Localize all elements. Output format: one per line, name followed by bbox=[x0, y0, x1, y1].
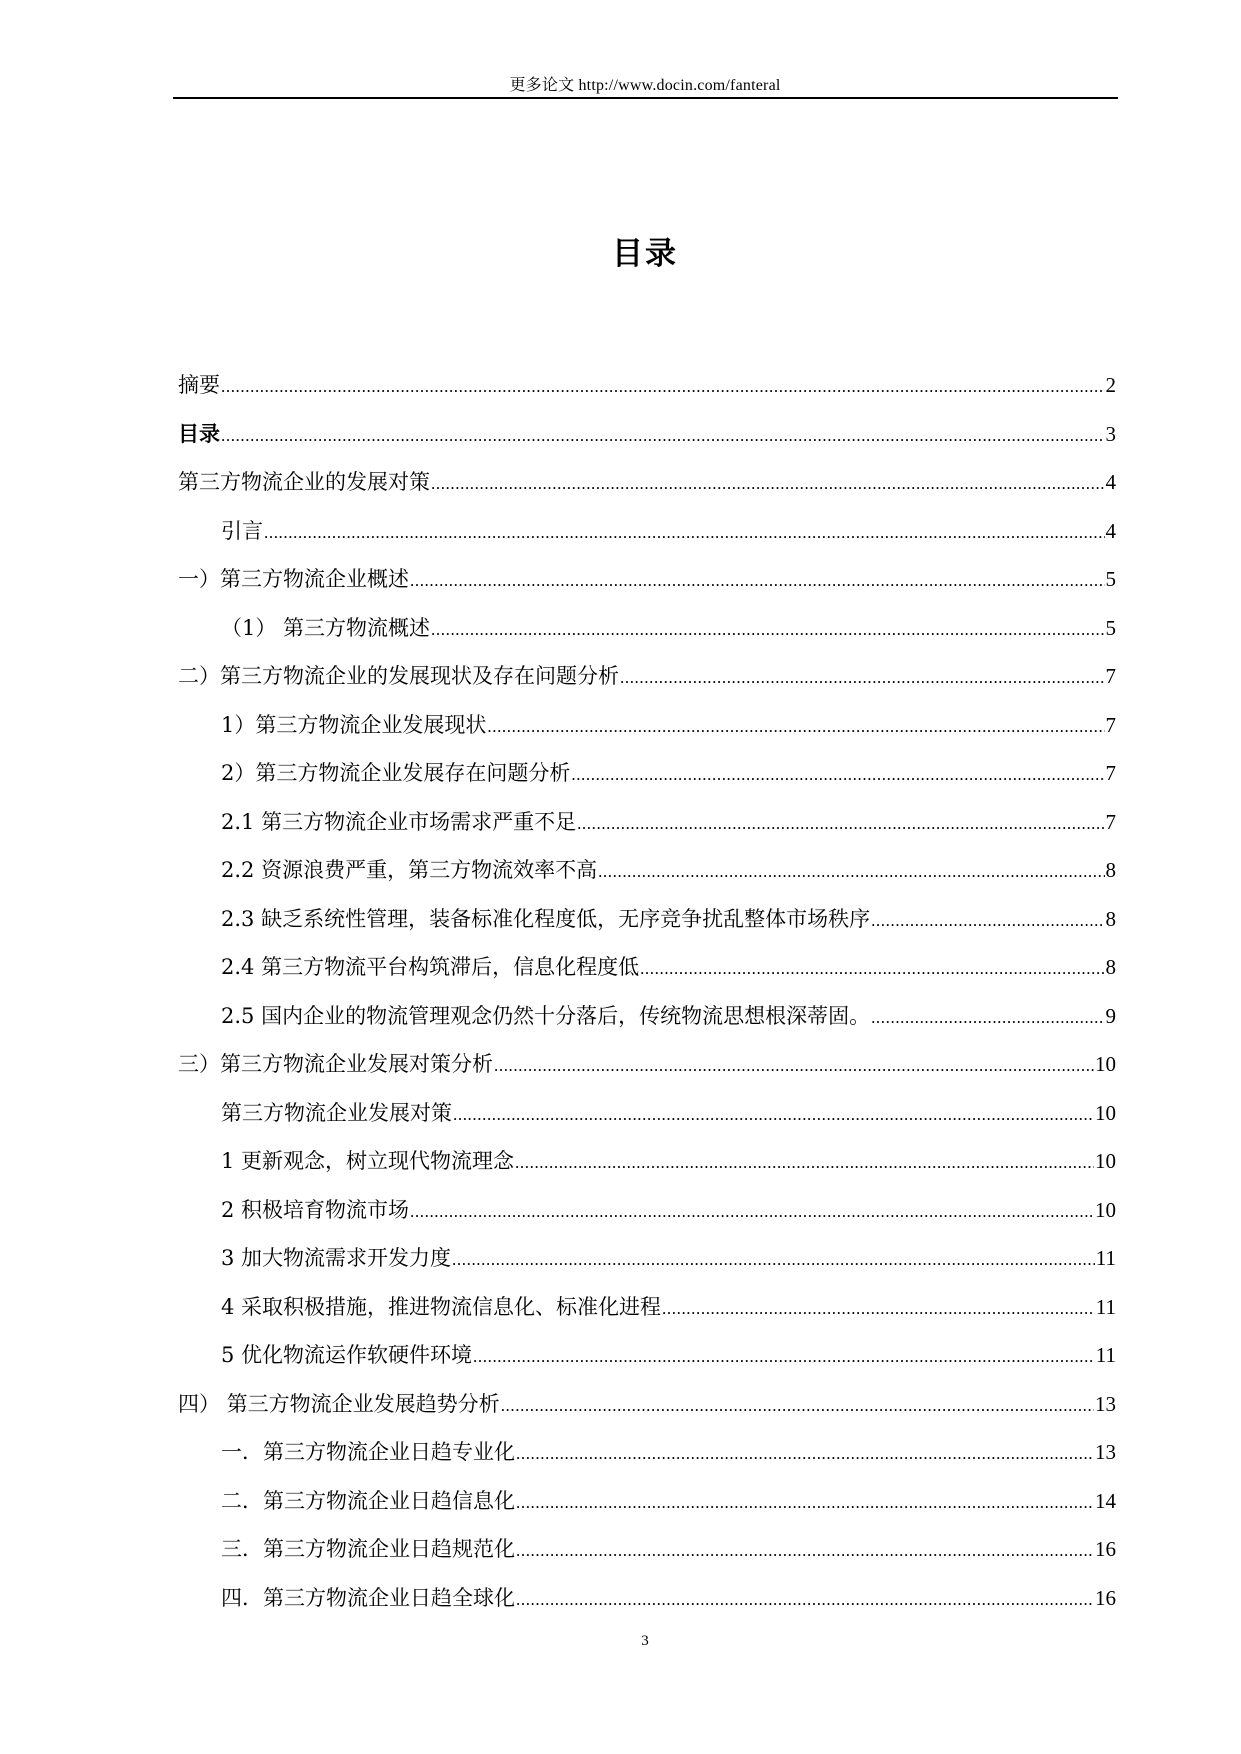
toc-leader-dots bbox=[515, 1148, 1094, 1178]
toc-entry-label: 摘要 bbox=[178, 373, 220, 397]
toc-entry[interactable] bbox=[221, 758, 1116, 788]
toc-leader-dots bbox=[598, 857, 1104, 887]
toc-entry[interactable] bbox=[221, 1534, 1116, 1564]
toc-entry[interactable] bbox=[221, 516, 1116, 546]
toc-entry-label: 1 更新观念，树立现代物流理念 bbox=[221, 1149, 515, 1173]
page-number: 3 bbox=[641, 1633, 649, 1649]
toc-entry-label: 一）第三方物流企业概述 bbox=[178, 567, 409, 591]
toc-leader-dots bbox=[871, 1003, 1104, 1033]
toc-leader-dots bbox=[501, 1391, 1094, 1421]
toc-entry-label: 5 优化物流运作软硬件环境 bbox=[221, 1343, 473, 1367]
toc-entry-page: 10 bbox=[1095, 1052, 1116, 1076]
toc-leader-dots bbox=[571, 760, 1104, 790]
toc-entry-label: 2.4 第三方物流平台构筑滞后，信息化程度低 bbox=[221, 955, 640, 979]
toc-entry[interactable] bbox=[221, 1340, 1116, 1370]
toc-entry[interactable] bbox=[221, 1195, 1116, 1225]
toc-entry-page: 10 bbox=[1095, 1149, 1116, 1173]
toc-entry-page: 7 bbox=[1105, 761, 1116, 785]
toc-entry-page: 4 bbox=[1105, 470, 1116, 494]
toc-leader-dots bbox=[221, 372, 1105, 402]
toc-leader-dots bbox=[516, 1439, 1094, 1469]
toc-entry[interactable] bbox=[178, 467, 1116, 497]
toc-entry-label: 2.1 第三方物流企业市场需求严重不足 bbox=[221, 809, 577, 834]
toc-entry-label: 2.5 国内企业的物流管理观念仍然十分落后，传统物流思想根深蒂固。 bbox=[221, 1003, 871, 1028]
toc-entry-page: 7 bbox=[1105, 809, 1116, 834]
toc-entry[interactable] bbox=[221, 904, 1116, 934]
toc-entry-page: 16 bbox=[1095, 1585, 1116, 1610]
toc-entry[interactable] bbox=[221, 1098, 1116, 1128]
toc-entry[interactable] bbox=[221, 1486, 1116, 1516]
toc-entry-label: 四．第三方物流企业日趋全球化 bbox=[221, 1585, 515, 1610]
toc-entry-page: 7 bbox=[1105, 664, 1116, 688]
toc-entry[interactable] bbox=[221, 710, 1116, 740]
toc-entry-page: 8 bbox=[1105, 955, 1116, 979]
toc-leader-dots bbox=[431, 469, 1105, 499]
toc-entry[interactable] bbox=[221, 1437, 1116, 1467]
toc-entry[interactable] bbox=[221, 1001, 1116, 1031]
toc-leader-dots bbox=[640, 954, 1104, 984]
toc-entry-label: （1） 第三方物流概述 bbox=[221, 615, 431, 640]
toc-entry-page: 13 bbox=[1095, 1391, 1116, 1416]
toc-leader-dots bbox=[221, 421, 1105, 451]
toc-entry-label: 二．第三方物流企业日趋信息化 bbox=[221, 1488, 515, 1513]
toc-entry[interactable] bbox=[221, 1583, 1116, 1613]
toc-entry[interactable] bbox=[221, 855, 1116, 885]
toc-entry-label: 目录 bbox=[178, 421, 220, 446]
toc-leader-dots bbox=[473, 1342, 1095, 1372]
toc-leader-dots bbox=[516, 1585, 1094, 1615]
toc-entry-page: 3 bbox=[1105, 421, 1116, 446]
toc-entry-page: 5 bbox=[1105, 615, 1116, 640]
toc-entry-page: 13 bbox=[1095, 1440, 1116, 1464]
toc-entry-label: 三．第三方物流企业日趋规范化 bbox=[221, 1537, 515, 1561]
page-title: 目录 bbox=[612, 236, 678, 272]
toc-entry-page: 11 bbox=[1095, 1246, 1116, 1270]
toc-leader-dots bbox=[487, 712, 1104, 742]
toc-entry[interactable] bbox=[178, 661, 1116, 691]
toc-leader-dots bbox=[410, 566, 1105, 596]
toc-entry-page: 10 bbox=[1095, 1197, 1116, 1222]
toc-entry[interactable] bbox=[178, 370, 1116, 400]
toc-entry-page: 10 bbox=[1095, 1100, 1116, 1125]
toc-entry-label: 2）第三方物流企业发展存在问题分析 bbox=[221, 761, 571, 785]
toc-entry[interactable] bbox=[178, 1049, 1116, 1079]
toc-entry-page: 8 bbox=[1105, 858, 1116, 882]
toc-leader-dots bbox=[620, 663, 1105, 693]
toc-leader-dots bbox=[431, 615, 1104, 645]
toc-entry-page: 14 bbox=[1095, 1488, 1116, 1513]
toc-entry-label: 一．第三方物流企业日趋专业化 bbox=[221, 1440, 515, 1464]
toc-entry-label: 2 积极培育物流市场 bbox=[221, 1197, 410, 1222]
toc-leader-dots bbox=[264, 518, 1105, 548]
header-divider bbox=[173, 97, 1118, 99]
toc-leader-dots bbox=[453, 1100, 1094, 1130]
toc-entry-label: 2.3 缺乏系统性管理，装备标准化程度低，无序竞争扰乱整体市场秩序 bbox=[221, 906, 871, 931]
toc-entry[interactable] bbox=[178, 419, 1116, 449]
toc-entry[interactable] bbox=[221, 1243, 1116, 1273]
toc-entry-page: 11 bbox=[1095, 1294, 1116, 1319]
toc-entry-page: 8 bbox=[1105, 906, 1116, 931]
toc-leader-dots bbox=[662, 1294, 1095, 1324]
toc-entry[interactable] bbox=[221, 1292, 1116, 1322]
toc-leader-dots bbox=[494, 1051, 1094, 1081]
toc-entry-page: 16 bbox=[1095, 1537, 1116, 1561]
toc-leader-dots bbox=[871, 906, 1104, 936]
toc-entry[interactable] bbox=[221, 807, 1116, 837]
toc-entry[interactable] bbox=[178, 1389, 1116, 1419]
toc-entry-page: 11 bbox=[1095, 1343, 1116, 1367]
toc-leader-dots bbox=[452, 1245, 1095, 1275]
toc-leader-dots bbox=[577, 809, 1104, 839]
toc-entry-label: 引言 bbox=[221, 518, 263, 543]
toc-entry-page: 7 bbox=[1105, 712, 1116, 737]
toc-leader-dots bbox=[516, 1488, 1094, 1518]
toc-entry-label: 3 加大物流需求开发力度 bbox=[221, 1246, 452, 1270]
toc-entry-page: 4 bbox=[1105, 518, 1116, 543]
toc-entry-page: 2 bbox=[1105, 373, 1116, 397]
toc-entry-page: 5 bbox=[1105, 567, 1116, 591]
toc-entry[interactable] bbox=[178, 564, 1116, 594]
toc-entry[interactable] bbox=[221, 952, 1116, 982]
page-header-text: 更多论文 http://www.docin.com/fanteral bbox=[509, 77, 781, 94]
toc-entry-label: 第三方物流企业发展对策 bbox=[221, 1100, 452, 1125]
toc-entry[interactable] bbox=[221, 613, 1116, 643]
toc-entry-label: 第三方物流企业的发展对策 bbox=[178, 470, 430, 494]
toc-leader-dots bbox=[410, 1197, 1094, 1227]
toc-entry-label: 二）第三方物流企业的发展现状及存在问题分析 bbox=[178, 664, 619, 688]
toc-entry-label: 四） 第三方物流企业发展趋势分析 bbox=[178, 1391, 500, 1416]
toc-entry-label: 1）第三方物流企业发展现状 bbox=[221, 712, 487, 737]
toc-entry-label: 三）第三方物流企业发展对策分析 bbox=[178, 1052, 493, 1076]
toc-leader-dots bbox=[516, 1536, 1094, 1566]
toc-entry-label: 2.2 资源浪费严重，第三方物流效率不高 bbox=[221, 858, 598, 882]
toc-entry[interactable] bbox=[221, 1146, 1116, 1176]
toc-entry-label: 4 采取积极措施，推进物流信息化、标准化进程 bbox=[221, 1294, 662, 1319]
toc-entry-page: 9 bbox=[1105, 1003, 1116, 1028]
